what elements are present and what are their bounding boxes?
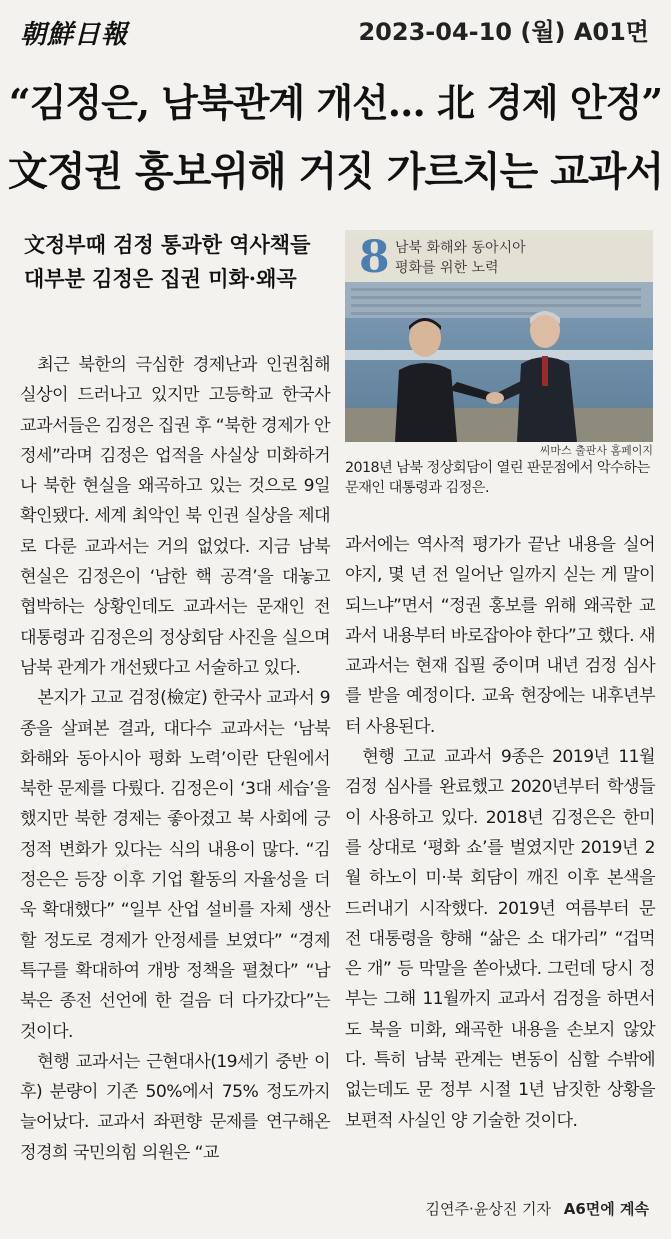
ground (345, 408, 653, 442)
article-paragraph: 현행 교과서는 근현대사(19세기 중반 이후) 분량이 기존 50%에서 75% 정도까지 늘어났다. 교과서 좌편향 문제를 연구해온 정경희 국민의힘 의원은 “교 (20, 1051, 330, 1163)
article-paragraph: 최근 북한의 극심한 경제난과 인권침해 실상이 드러나고 있지만 고등학교 한국사 교과서들은 김정은 집권 후 “북한 경제가 안정세”라며 김정은 업적을 사실상 미화하거나 북한 현실을 왜곡하고 있는 것으로 9일 확인됐다. 세계 최악인 북 인권 실상을 제대로 다룬 교과서는 거의 없었다. 지금 남북 현실은 김정은이 ‘남한 핵 공격’을 대놓고 협박하는 상황인데도 교과서는 문재인 전 대통령과 김정은의 정상회담 사진을 실으며 남북 관계가 개선됐다고 서술하고 있다. (20, 355, 330, 678)
unit-title-line-2: 평화를 위한 노력 (395, 260, 499, 276)
byline (426, 1198, 649, 1219)
unit-number: 8 (359, 232, 390, 283)
subheadline-line-2: 대부분 김정은 집권 미화·왜곡 (24, 266, 297, 291)
article-paragraph: 본지가 고교 검정(檢定) 한국사 교과서 9종을 살펴본 결과, 대다수 교과서는 ‘남북 화해와 동아시아 평화 노력’이란 단원에서 북한 문제를 다뤘다. 김정은이 ‘3대 세습’을 했지만 북한 경제는 좋아졌고 북 사회에 긍정적 변화가 있다는 식의 내용이 많다. “김정은은 등장 이후 기업 활동의 자율성을 더욱 확대했다” “일부 산업 설비를 자체 생산할 정도로 경제가 안정세를 보였다” “경제 특구를 확대하여 개방 정책을 펼쳤다” “남북은 종전 선언에 한 걸음 더 다가갔다”는 것이다. (20, 688, 330, 1042)
textbook-banner (345, 230, 653, 282)
unit-title-line-1: 남북 화해와 동아시아 (395, 240, 526, 256)
summit-photo-illustration (345, 230, 653, 442)
subheadline (24, 228, 334, 296)
newspaper-masthead: 朝鮮日報 (20, 20, 129, 50)
article-column-1 (20, 350, 330, 1168)
article-column-2 (345, 530, 655, 1136)
subheadline-line-1: 文정부때 검정 통과한 역사책들 (24, 232, 311, 257)
building-stripe (345, 350, 653, 360)
photo-credit: 씨마스 출판사 홈페이지 (539, 444, 653, 457)
summit-photo (345, 230, 653, 442)
article-paragraph: 과서에는 역사적 평가가 끝난 내용을 실어야지, 몇 년 전 일어난 일까지 싣는 게 말이 되느냐”면서 “정권 홍보를 위해 왜곡한 교과서 내용부터 바로잡아야 한다”고 했다. 새 교과서는 현재 집필 중이며 내년 검정 심사를 받을 예정이다. 교육 현장에는 내후년부터 사용된다. (345, 535, 655, 737)
headline-line-1: “김정은, 남북관계 개선… 北 경제 안정” (8, 80, 663, 125)
continued-on-page: A6면에 계속 (563, 1200, 649, 1218)
reporter-names: 김연주·윤상진 기자 (425, 1200, 551, 1218)
photo-caption: 2018년 남북 정상회담이 열린 판문점에서 악수하는 문재인 대통령과 김정은. (345, 460, 650, 496)
issue-dateline: 2023-04-10 (월) A01면 (358, 18, 649, 46)
article-paragraph: 현행 고교 교과서 9종은 2019년 11월 검정 심사를 완료했고 2020년부터 학생들이 사용하고 있다. 2018년 김정은은 한미를 상대로 ‘평화 쇼’를 벌였지만 2019년 2월 하노이 미·북 회담이 깨진 이후 본색을 드러내기 시작했다. 2019년 여름부터 문 전 대통령을 향해 “삶은 소 대가리” “겁먹은 개” 등 막말을 쏟아냈다. 그런데 당시 정부는 그해 11월까지 교과서 검정을 하면서도 북을 미화, 왜곡한 내용을 손보지 않았다. 특히 남북 관계는 변동이 심할 수밖에 없는데도 문 정부 시절 1년 남짓한 상황을 보편적 사실인 양 기술한 것이다. (345, 747, 655, 1131)
headline-line-2: 文정권 홍보위해 거짓 가르치는 교과서 (7, 148, 664, 195)
